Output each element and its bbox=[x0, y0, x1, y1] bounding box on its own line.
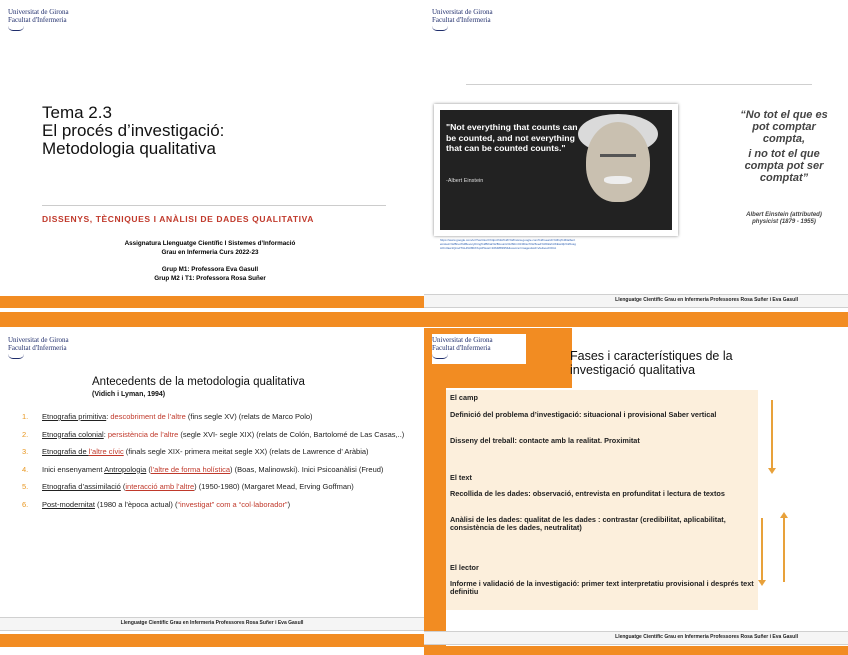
source-link[interactable]: AOvVaw1QnsdTGHNU8bXXqAP&ust=1664889354&source=images&cd=vfe&ved=0CA bbox=[440, 246, 557, 250]
list-item bbox=[22, 465, 416, 474]
orange-band bbox=[0, 312, 424, 327]
group-m1: Grup M1: Professora Eva Gasull bbox=[161, 266, 259, 273]
item-highlight: l’altre cívic bbox=[88, 447, 124, 457]
list-item bbox=[22, 412, 416, 421]
item-rest: (finals segle XIX- primera meitat segle XX) (relats de Lawrence d’ Aràbia) bbox=[123, 447, 369, 457]
item-number: 6. bbox=[22, 499, 29, 509]
logo-arc-icon bbox=[8, 354, 24, 359]
source-link[interactable]: https://www.google.com/url?sa=i&url=https%3A%2F%2Fwww.google.com%2Fsearch%3Fq%3Dalbert bbox=[440, 238, 576, 242]
logo-line-2: Facultat d'Infermeria bbox=[8, 344, 67, 352]
phase-line: Informe i validació de la investigació: primer text interpretatiu provisional i després text definitiu bbox=[450, 579, 754, 597]
phases-panel bbox=[446, 390, 758, 610]
phase-line: Recollida de les dades: observació, entrevista en profunditat i lectura de textos bbox=[450, 489, 725, 498]
slide-subtitle: (Vidich i Lyman, 1994) bbox=[92, 391, 166, 398]
quote-line: compta, bbox=[762, 132, 806, 145]
item-rest: ) (Boas, Malinowski). Inici Psicoanàlisi (Freud) bbox=[230, 464, 384, 474]
image-quote-text: "Not everything that counts can be counted, and not everything that can be counted counts." bbox=[446, 122, 578, 153]
title-line: Tema 2.3 bbox=[42, 103, 112, 122]
down-arrow-head-icon bbox=[768, 468, 776, 474]
item-number: 3. bbox=[22, 447, 29, 457]
image-quote-author: -Albert Einstein bbox=[446, 178, 484, 184]
down-arrow-icon bbox=[761, 518, 763, 580]
phase-heading: El camp bbox=[450, 393, 478, 402]
item-number: 4. bbox=[22, 464, 29, 474]
slide-footer bbox=[424, 631, 848, 645]
item-highlight: interacció amb l’altre bbox=[125, 482, 195, 492]
up-arrow-icon bbox=[783, 518, 785, 582]
list-item bbox=[22, 430, 416, 439]
list-item bbox=[22, 482, 416, 491]
university-logo bbox=[8, 6, 98, 32]
orange-band bbox=[424, 312, 848, 327]
item-term: Etnografia d’assimilació bbox=[42, 482, 121, 492]
item-sep: : bbox=[103, 429, 108, 439]
title-line: El procés d’investigació: bbox=[42, 121, 225, 140]
item-sep: : bbox=[106, 412, 111, 421]
logo-line-1: Universitat de Girona bbox=[432, 336, 493, 344]
title-line: Fases i característiques de la bbox=[570, 349, 733, 363]
item-prefix: Inici ensenyament bbox=[42, 464, 105, 474]
group-m2: Grup M2 i T1: Professora Rosa Suñer bbox=[154, 275, 266, 282]
divider bbox=[42, 205, 386, 206]
slide-2 bbox=[424, 0, 848, 327]
item-sep: ( bbox=[120, 482, 126, 492]
slide-title bbox=[42, 104, 224, 158]
phase-heading: El lector bbox=[450, 563, 479, 572]
orange-band bbox=[424, 646, 848, 655]
item-term: Etnografia de bbox=[42, 447, 89, 457]
phase-heading: El text bbox=[450, 473, 472, 482]
title-line: investigació qualitativa bbox=[570, 362, 696, 377]
portrait-eyes-shape bbox=[600, 154, 636, 161]
item-rest: (fins segle XV) (relats de Marco Polo) bbox=[185, 412, 313, 421]
logo-line-2: Facultat d'Infermeria bbox=[432, 344, 491, 352]
source-link[interactable]: einstein%2Bnot%2Beverything%2Bthat%2Bcounts%26tbm%3Disch%26ved%3D2ahUKEwitfp%26usg bbox=[440, 242, 576, 246]
quote-attribution bbox=[724, 212, 844, 226]
quote-line: comptat” bbox=[759, 171, 809, 184]
university-logo bbox=[432, 6, 522, 32]
logo-arc-icon bbox=[432, 354, 448, 359]
item-term: Etnografia primitiva bbox=[42, 412, 107, 421]
orange-band bbox=[0, 634, 424, 647]
item-rest: ) (1950-1980) (Margaret Mead, Erving Goffman) bbox=[194, 482, 354, 492]
slide-footer bbox=[0, 617, 424, 631]
einstein-portrait-icon bbox=[586, 122, 650, 202]
slide-subtitle: DISSENYS, TÈCNIQUES I ANÀLISI DE DADES QUALITATIVA bbox=[42, 214, 314, 224]
down-arrow-icon bbox=[771, 400, 773, 468]
footer-text: Llenguatge Científic Grau en Infermeria Professores Rosa Suñer i Eva Gasull bbox=[120, 620, 304, 626]
footer-text: Llenguatge Científic Grau en Infermeria Professores Rosa Suñer i Eva Gasull bbox=[615, 634, 798, 640]
slide-title bbox=[570, 350, 733, 377]
orange-band bbox=[0, 296, 424, 308]
university-logo bbox=[432, 334, 526, 364]
logo-line-2: Facultat d'Infermeria bbox=[432, 16, 491, 24]
attribution-line: Albert Einstein (attributed) bbox=[746, 212, 822, 218]
list-item bbox=[22, 447, 416, 456]
course-name: Assignatura Llenguatge Científic I Sistemes d’Informació bbox=[124, 240, 296, 247]
item-highlight: l’altre de forma holística bbox=[150, 464, 231, 474]
item-term: Post-modernitat bbox=[42, 499, 95, 509]
item-term: Etnografia colonial bbox=[42, 429, 104, 439]
divider bbox=[466, 84, 812, 85]
item-rest: ) bbox=[287, 499, 291, 509]
quote-line: pot comptar bbox=[752, 120, 816, 133]
attribution-line: physicist (1879 - 1955) bbox=[752, 219, 816, 225]
logo-arc-icon bbox=[8, 26, 24, 31]
antecedents-list bbox=[22, 412, 416, 518]
item-sep: (1980 a l’època actual) ( bbox=[94, 499, 178, 509]
slide-4 bbox=[424, 328, 848, 655]
einstein-quote-image bbox=[434, 104, 678, 236]
slide-3 bbox=[0, 328, 424, 655]
slide-footer bbox=[424, 294, 848, 308]
item-number: 1. bbox=[22, 412, 29, 421]
logo-line-1: Universitat de Girona bbox=[432, 8, 493, 16]
catalan-quote bbox=[724, 110, 844, 185]
logo-line-2: Facultat d'Infermeria bbox=[8, 16, 67, 24]
quote-line: i no tot el que bbox=[748, 148, 820, 161]
slide-title: Antecedents de la metodologia qualitativa bbox=[92, 376, 305, 388]
footer-text: Llenguatge Científic Grau en Infermeria Professores Rosa Suñer i Eva Gasull bbox=[615, 297, 798, 303]
item-number: 2. bbox=[22, 429, 29, 439]
logo-arc-icon bbox=[432, 26, 448, 31]
slide-1 bbox=[0, 0, 424, 327]
item-rest: (segle XVI- segle XIX) (relats de Colón, Bartolomé de Las Casas,..) bbox=[178, 429, 405, 439]
down-arrow-head-icon bbox=[758, 580, 766, 586]
item-number: 5. bbox=[22, 482, 29, 492]
phase-line: Anàlisi de les dades: qualitat de les dades : contrastar (credibilitat, aplicabilitat, consistència de les dades, neutralitat) bbox=[450, 515, 726, 533]
item-highlight: “investigat” com a “col·laborador” bbox=[177, 499, 288, 509]
phase-line: Disseny del treball: contacte amb la realitat. Proximitat bbox=[450, 436, 640, 445]
list-item bbox=[22, 500, 416, 509]
course-year: Grau en Infermeria Curs 2022-23 bbox=[161, 249, 259, 256]
title-line: Metodologia qualitativa bbox=[42, 139, 216, 158]
quote-line: “No tot el que es bbox=[740, 109, 828, 121]
logo-line-1: Universitat de Girona bbox=[8, 8, 69, 16]
item-sep: ( bbox=[146, 464, 151, 474]
quote-line: compta pot ser bbox=[744, 160, 824, 173]
phase-line: Definició del problema d’investigació: situacional i provisional Saber vertical bbox=[450, 410, 717, 419]
item-term: Antropologia bbox=[104, 464, 147, 474]
university-logo bbox=[8, 334, 98, 360]
logo-line-1: Universitat de Girona bbox=[8, 336, 69, 344]
item-highlight: descobriment de l’altre bbox=[110, 412, 186, 421]
item-highlight: persistència de l’altre bbox=[107, 429, 179, 439]
portrait-moustache-shape bbox=[604, 176, 632, 184]
